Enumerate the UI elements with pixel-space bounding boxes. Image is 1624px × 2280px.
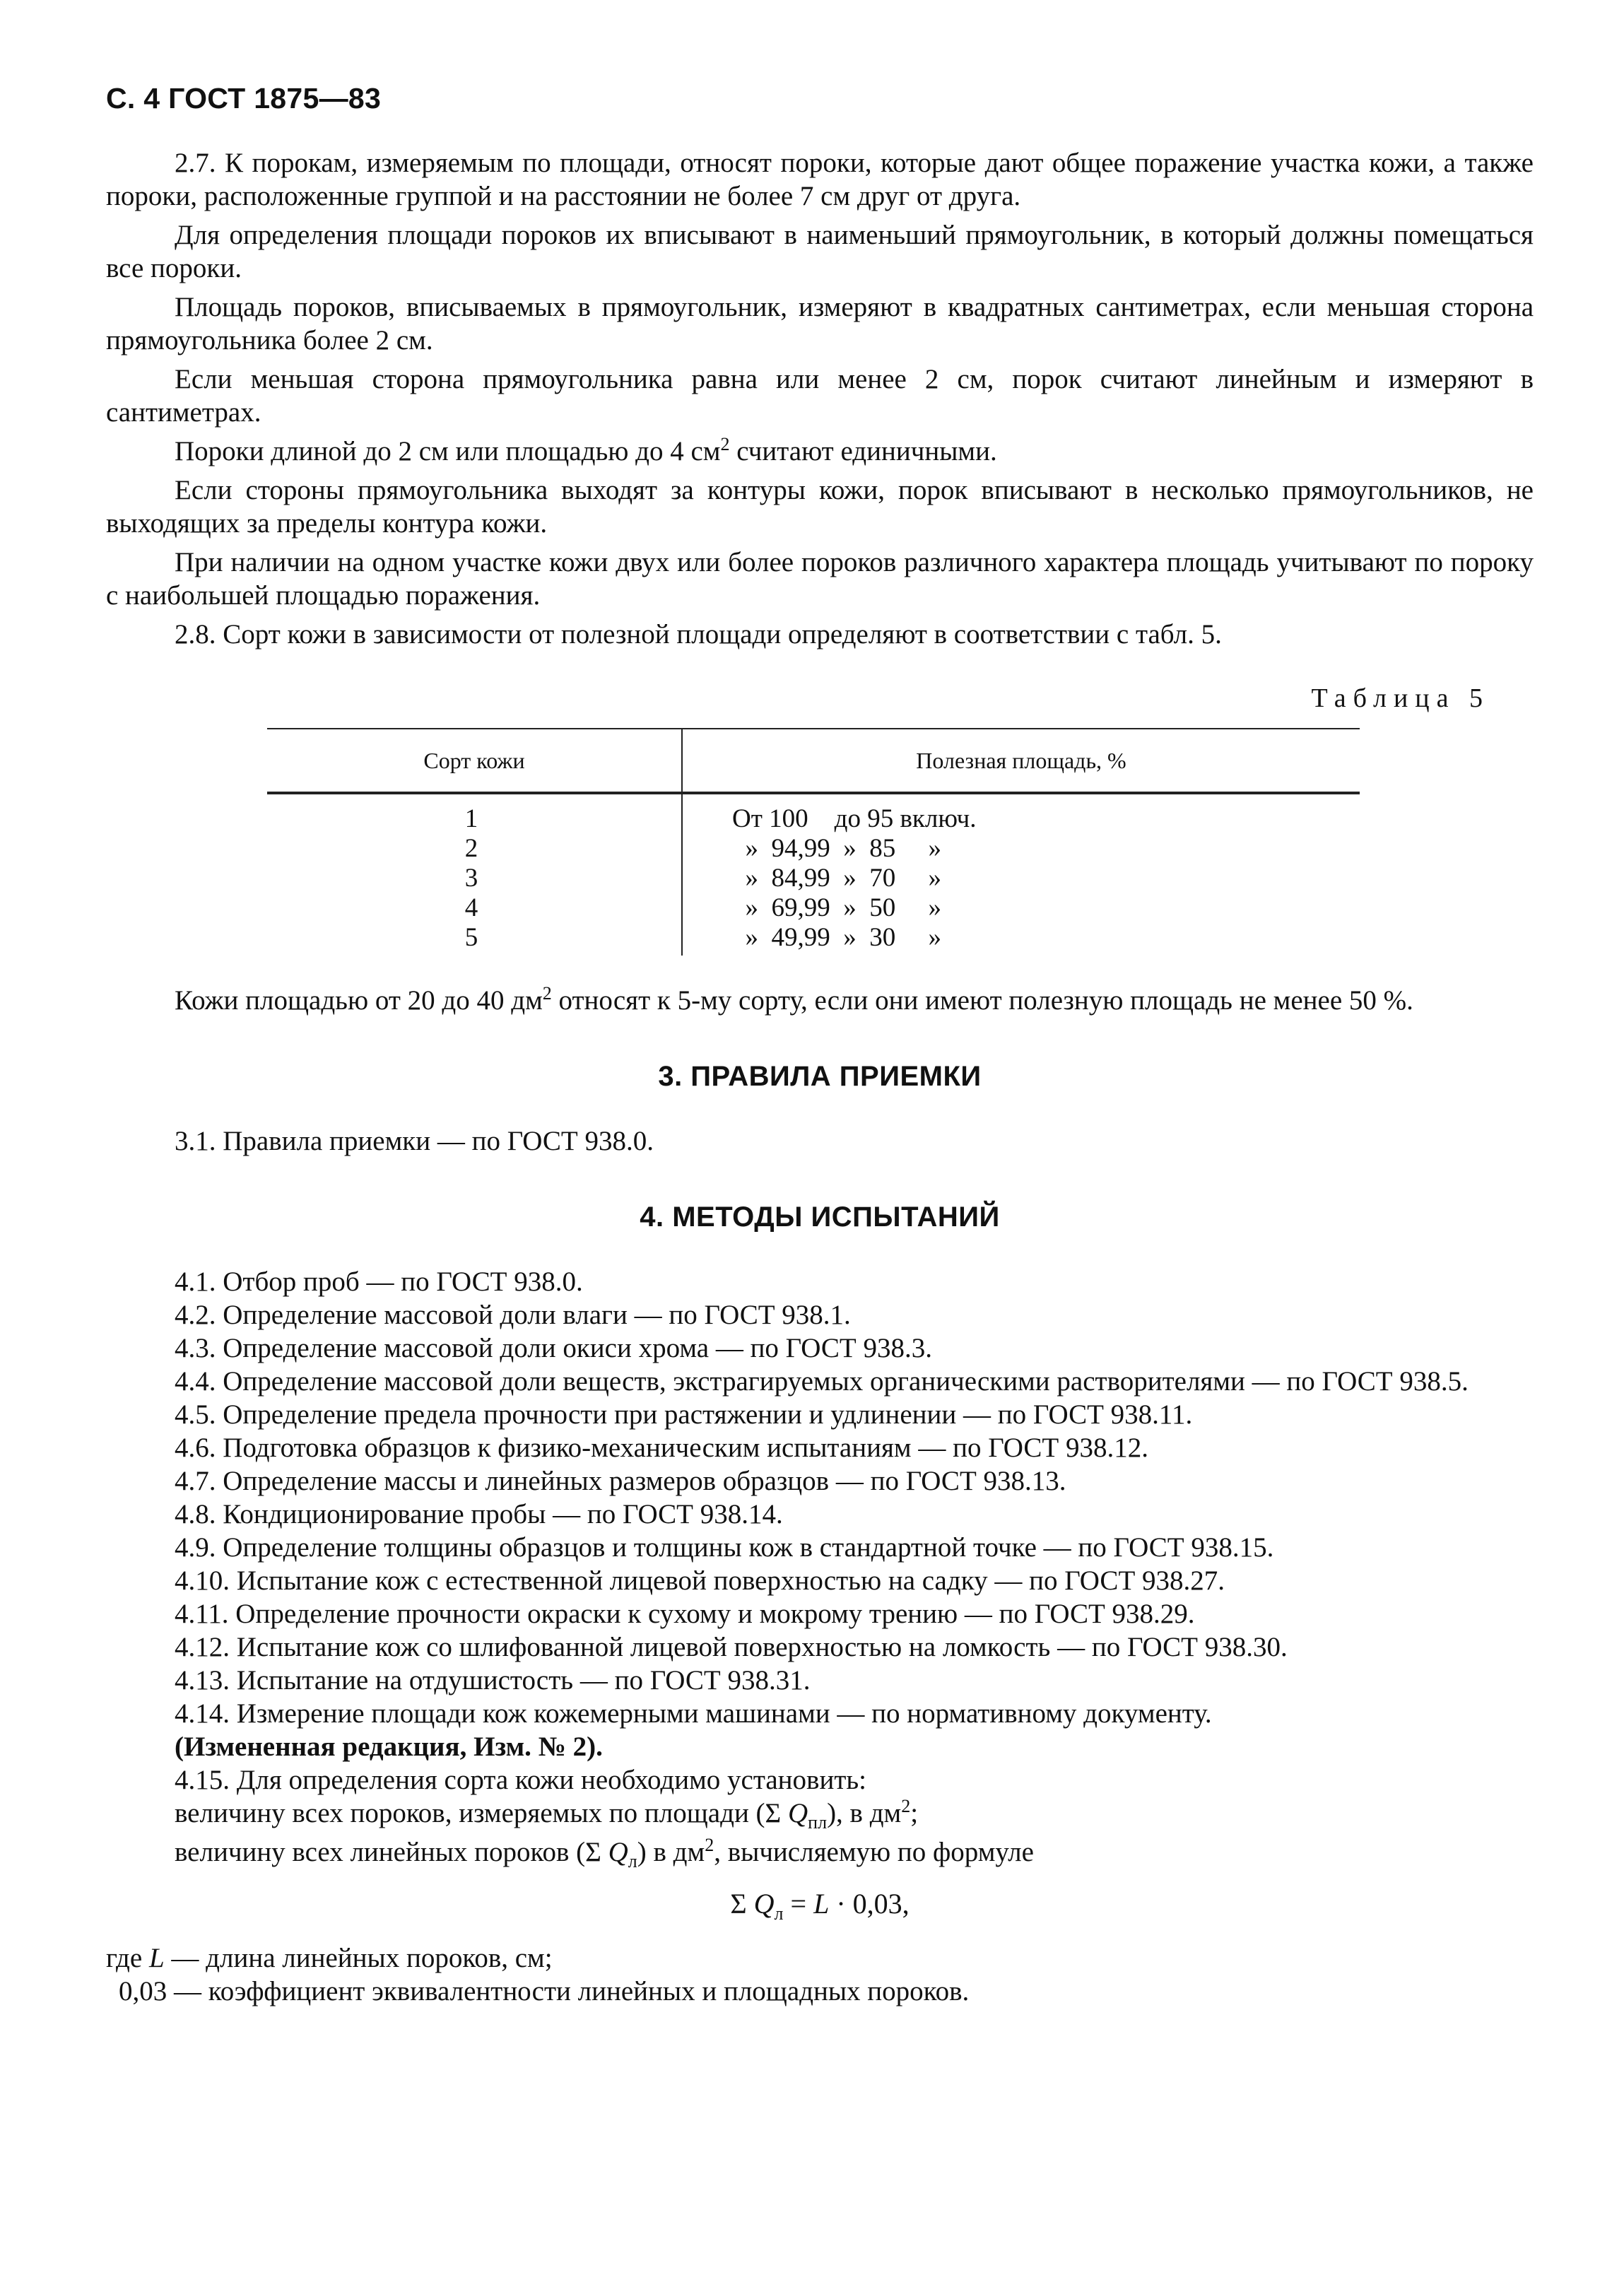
subscript-pl: пл [808,1811,828,1833]
column-header-grade: Сорт кожи [267,729,682,793]
list-item-4-10: 4.10. Испытание кож с естественной лицевой поверхностью на садку — по ГОСТ 938.27. [175,1565,1225,1596]
superscript-2: 2 [542,983,552,1004]
paragraph-2-7: 2.7. К порокам, измеряемым по площади, относят пороки, которые дают общее поражение участка кожи, а также пороки, расположенные группой и на расстоянии не более 7 см друг от друга. [106,148,1534,211]
superscript-2: 2 [720,434,730,454]
superscript-2: 2 [705,1835,714,1855]
table-row [267,864,1360,893]
list-item-4-1: 4.1. Отбор проб — по ГОСТ 938.0. [175,1267,583,1297]
list-item-4-7: 4.7. Определение массы и линейных размеров образцов — по ГОСТ 938.13. [175,1466,1066,1496]
paragraph-area-measure: Площадь пороков, вписываемых в прямоугольник, измеряют в квадратных сантиметрах, если меньшая сторона прямоугольника более 2 см. [106,292,1534,355]
where-description: — длина линейных пороков, см; [164,1943,553,1973]
coefficient-note: 0,03 — коэффициент эквивалентности линейных и площадных пороков. [119,1976,970,2006]
superscript-2: 2 [901,1796,911,1816]
table-row [267,834,1360,864]
table-row [267,893,1360,923]
grade-table [267,728,1360,956]
list-item-4-8: 4.8. Кондиционирование пробы — по ГОСТ 938.14. [175,1499,783,1529]
paragraph-linear-defect: Если меньшая сторона прямоугольника равна или менее 2 см, порок считают линейным и измеряют в сантиметрах. [106,364,1534,428]
single-defects-text-end: считают единичными. [729,436,997,466]
list-item-4-2: 4.2. Определение массовой доли влаги — по ГОСТ 938.1. [175,1300,851,1330]
paragraph-linear-defects [175,1835,1534,1869]
paragraph-4-15: 4.15. Для определения сорта кожи необходимо установить: [175,1765,866,1795]
where-text: где [106,1943,149,1973]
list-item-4-14: 4.14. Измерение площади кож кожемерными машинами — по нормативному документу. [175,1698,1212,1729]
formula-subscript: л [774,1903,784,1924]
table-cell-grade: 2 [267,834,682,864]
table-cell-grade: 1 [267,793,682,834]
formula-sigma: Σ [730,1888,754,1920]
subscript-l: л [628,1850,637,1871]
paragraph-several-defects: При наличии на одном участке кожи двух или более пороков различного характера площадь учитывают по пороку с наибольшей площадью поражения. [106,547,1534,611]
list-item-4-12: 4.12. Испытание кож со шлифованной лицевой поверхностью на ломкость — по ГОСТ 938.30. [175,1632,1288,1662]
paragraph-single-defects [106,435,1534,468]
area-defects-end: ; [910,1798,919,1828]
page-header: С. 4 ГОСТ 1875—83 [106,82,382,114]
formula [106,1887,1534,1924]
formula-equals: = [783,1888,814,1920]
paragraph-grade-5 [106,984,1534,1017]
column-header-useful-area: Полезная площадь, % [682,729,1360,793]
list-item-4-4: 4.4. Определение массовой доли веществ, экстрагируемых органическими растворителями — по ГОСТ 938.5. [175,1366,1469,1397]
linear-defects-text: величину всех линейных пороков (Σ [175,1837,608,1867]
document-body [106,146,1534,2008]
paragraph-2-8: 2.8. Сорт кожи в зависимости от полезной площади определяют в соответствии с табл. 5. [175,619,1222,650]
document-page [106,81,1534,2008]
paragraph-contour: Если стороны прямоугольника выходят за контуры кожи, порок вписывают в несколько прямоугольников, не выходящих за пределы контура кожи. [106,475,1534,539]
linear-defects-end: , вычисляемую по формуле [714,1837,1034,1867]
grade-5-text: Кожи площадью от 20 до 40 дм [175,985,543,1016]
paragraph-3-1: 3.1. Правила приемки — по ГОСТ 938.0. [175,1126,654,1156]
table-cell-grade: 3 [267,864,682,893]
table-cell-area: » 84,99 » 70 » [732,864,941,893]
paragraph-rectangle: Для определения площади пороков их вписывают в наименьший прямоугольник, в который должны помещаться все пороки. [106,220,1534,283]
paragraph-area-defects [175,1796,1534,1833]
table-caption: Таблица 5 [1311,683,1490,713]
amendment-note: (Измененная редакция, Изм. № 2). [175,1732,603,1762]
table-header-row [267,729,1360,793]
table-cell-area: » 94,99 » 85 » [732,834,941,863]
single-defects-text: Пороки длиной до 2 см или площадью до 4 см [175,436,721,466]
section-4-title: 4. МЕТОДЫ ИСПЫТАНИЙ [640,1201,1000,1233]
table-cell-grade: 5 [267,923,682,956]
list-item-4-13: 4.13. Испытание на отдушистость — по ГОСТ 938.31. [175,1665,811,1696]
list-item-4-9: 4.9. Определение толщины образцов и толщины кож в стандартной точке — по ГОСТ 938.15. [175,1532,1274,1563]
area-defects-unit: ), в дм [827,1798,902,1828]
where-symbol-l: L [148,1943,165,1973]
list-item-4-3: 4.3. Определение массовой доли окиси хрома — по ГОСТ 938.3. [175,1333,932,1363]
grade-5-text-end: относят к 5-му сорту, если они имеют полезную площадь не менее 50 %. [551,985,1413,1016]
linear-defects-unit: ) в дм [637,1837,705,1867]
area-defects-text: величину всех пороков, измеряемых по площади (Σ [175,1798,788,1828]
table-5 [267,728,1360,956]
list-item-4-5: 4.5. Определение предела прочности при растяжении и удлинении — по ГОСТ 938.11. [175,1399,1193,1430]
table-cell-area: » 69,99 » 50 » [732,893,941,922]
section-3-title: 3. ПРАВИЛА ПРИЕМКИ [658,1061,982,1092]
list-item-4-6: 4.6. Подготовка образцов к физико-механическим испытаниям — по ГОСТ 938.12. [175,1433,1149,1463]
formula-l: L [813,1888,830,1920]
symbol-q: Q [788,1798,808,1828]
table-row [267,923,1360,956]
where-clause [106,1941,1534,1975]
table-cell-grade: 4 [267,893,682,923]
list-item-4-11: 4.11. Определение прочности окраски к сухому и мокрому трению — по ГОСТ 938.29. [175,1599,1195,1629]
table-row [267,793,1360,834]
symbol-q: Q [608,1837,628,1867]
table-cell-area: » 49,99 » 30 » [732,923,941,952]
formula-rest: · 0,03, [829,1888,910,1920]
formula-q: Q [753,1888,775,1920]
table-cell-area: От 100 до 95 включ. [732,804,977,833]
